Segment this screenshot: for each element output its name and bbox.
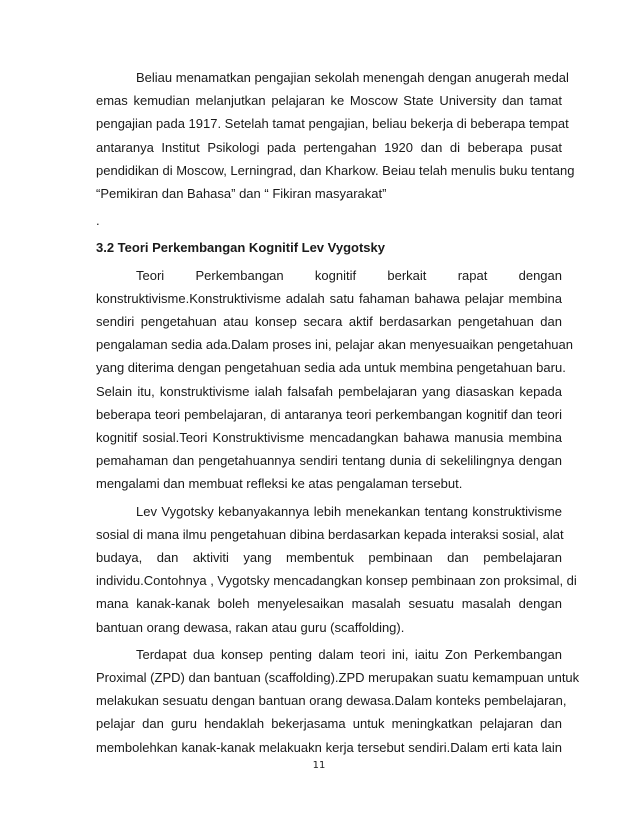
paragraph-1-line-6: “Pemikiran dan Bahasa” dan “ Fikiran masyarakat” — [96, 186, 387, 201]
paragraph-3-line-5: mana kanak-kanak boleh menyelesaikan masalah sesuatu masalah dengan — [96, 596, 562, 611]
paragraph-2-line-10: mengalami dan membuat refleksi ke atas pengalaman tersebut. — [96, 476, 463, 491]
paragraph-4-line-2: Proximal (ZPD) dan bantuan (scaffolding).ZPD merupakan suatu kemampuan untuk — [96, 670, 580, 685]
paragraph-2-line-1: Teori Perkembangan kognitif berkait rapat dengan — [136, 268, 562, 283]
paragraph-1-line-4: antaranya Institut Psikologi pada pertengahan 1920 dan di beberapa pusat — [96, 140, 562, 155]
paragraph-3-line-3: budaya, dan aktiviti yang membentuk pembinaan dan pembelajaran — [96, 550, 562, 565]
paragraph-2-line-3: sendiri pengetahuan atau konsep secara aktif berdasarkan pengetahuan dan — [96, 314, 562, 329]
paragraph-1-line-1: Beliau menamatkan pengajian sekolah menengah dengan anugerah medal — [136, 70, 569, 85]
paragraph-3-line-4: individu.Contohnya , Vygotsky mencadangkan konsep pembinaan zon proksimal, di — [96, 573, 577, 588]
paragraph-2-line-7: beberapa teori pembelajaran, di antaranya teori perkembangan kognitif dan teori — [96, 407, 562, 422]
paragraph-3-line-6: bantuan orang dewasa, rakan atau guru (scaffolding). — [96, 620, 405, 635]
paragraph-1-line-3: pengajian pada 1917. Setelah tamat pengajian, beliau bekerja di beberapa tempat — [96, 116, 569, 131]
paragraph-4-line-1: Terdapat dua konsep penting dalam teori ini, iaitu Zon Perkembangan — [136, 647, 562, 662]
paragraph-2-line-9: pemahaman dan pengetahuannya sendiri tentang dunia di sekelilingnya dengan — [96, 453, 562, 468]
paragraph-4-line-5: membolehkan kanak-kanak melakuakn kerja tersebut sendiri.Dalam erti kata lain — [96, 740, 562, 755]
section-heading: 3.2 Teori Perkembangan Kognitif Lev Vygotsky — [96, 240, 385, 255]
paragraph-4-line-3: melakukan sesuatu dengan bantuan orang dewasa.Dalam konteks pembelajaran, — [96, 693, 567, 708]
separator-dot: . — [96, 213, 100, 228]
paragraph-2-line-2: konstruktivisme.Konstruktivisme adalah satu fahaman bahawa pelajar membina — [96, 291, 562, 306]
paragraph-1-line-2: emas kemudian melanjutkan pelajaran ke Moscow State University dan tamat — [96, 93, 562, 108]
paragraph-3-line-1: Lev Vygotsky kebanyakannya lebih menekankan tentang konstruktivisme — [136, 504, 562, 519]
paragraph-2-line-4: pengalaman sedia ada.Dalam proses ini, pelajar akan menyesuaikan pengetahuan — [96, 337, 573, 352]
paragraph-2-line-6: Selain itu, konstruktivisme ialah falsafah pembelajaran yang diasaskan kepada — [96, 384, 562, 399]
paragraph-4-line-4: pelajar dan guru hendaklah bekerjasama untuk meningkatkan pelajaran dan — [96, 716, 562, 731]
paragraph-3-line-2: sosial di mana ilmu pengetahuan dibina berdasarkan kepada interaksi sosial, alat — [96, 527, 564, 542]
page-number: 11 — [312, 760, 326, 771]
paragraph-2-line-5: yang diterima dengan pengetahuan sedia ada untuk membina pengetahuan baru. — [96, 360, 566, 375]
paragraph-2-line-8: kognitif sosial.Teori Konstruktivisme mencadangkan bahawa manusia membina — [96, 430, 562, 445]
paragraph-1-line-5: pendidikan di Moscow, Lerningrad, dan Kharkow. Beiau telah menulis buku tentang — [96, 163, 575, 178]
